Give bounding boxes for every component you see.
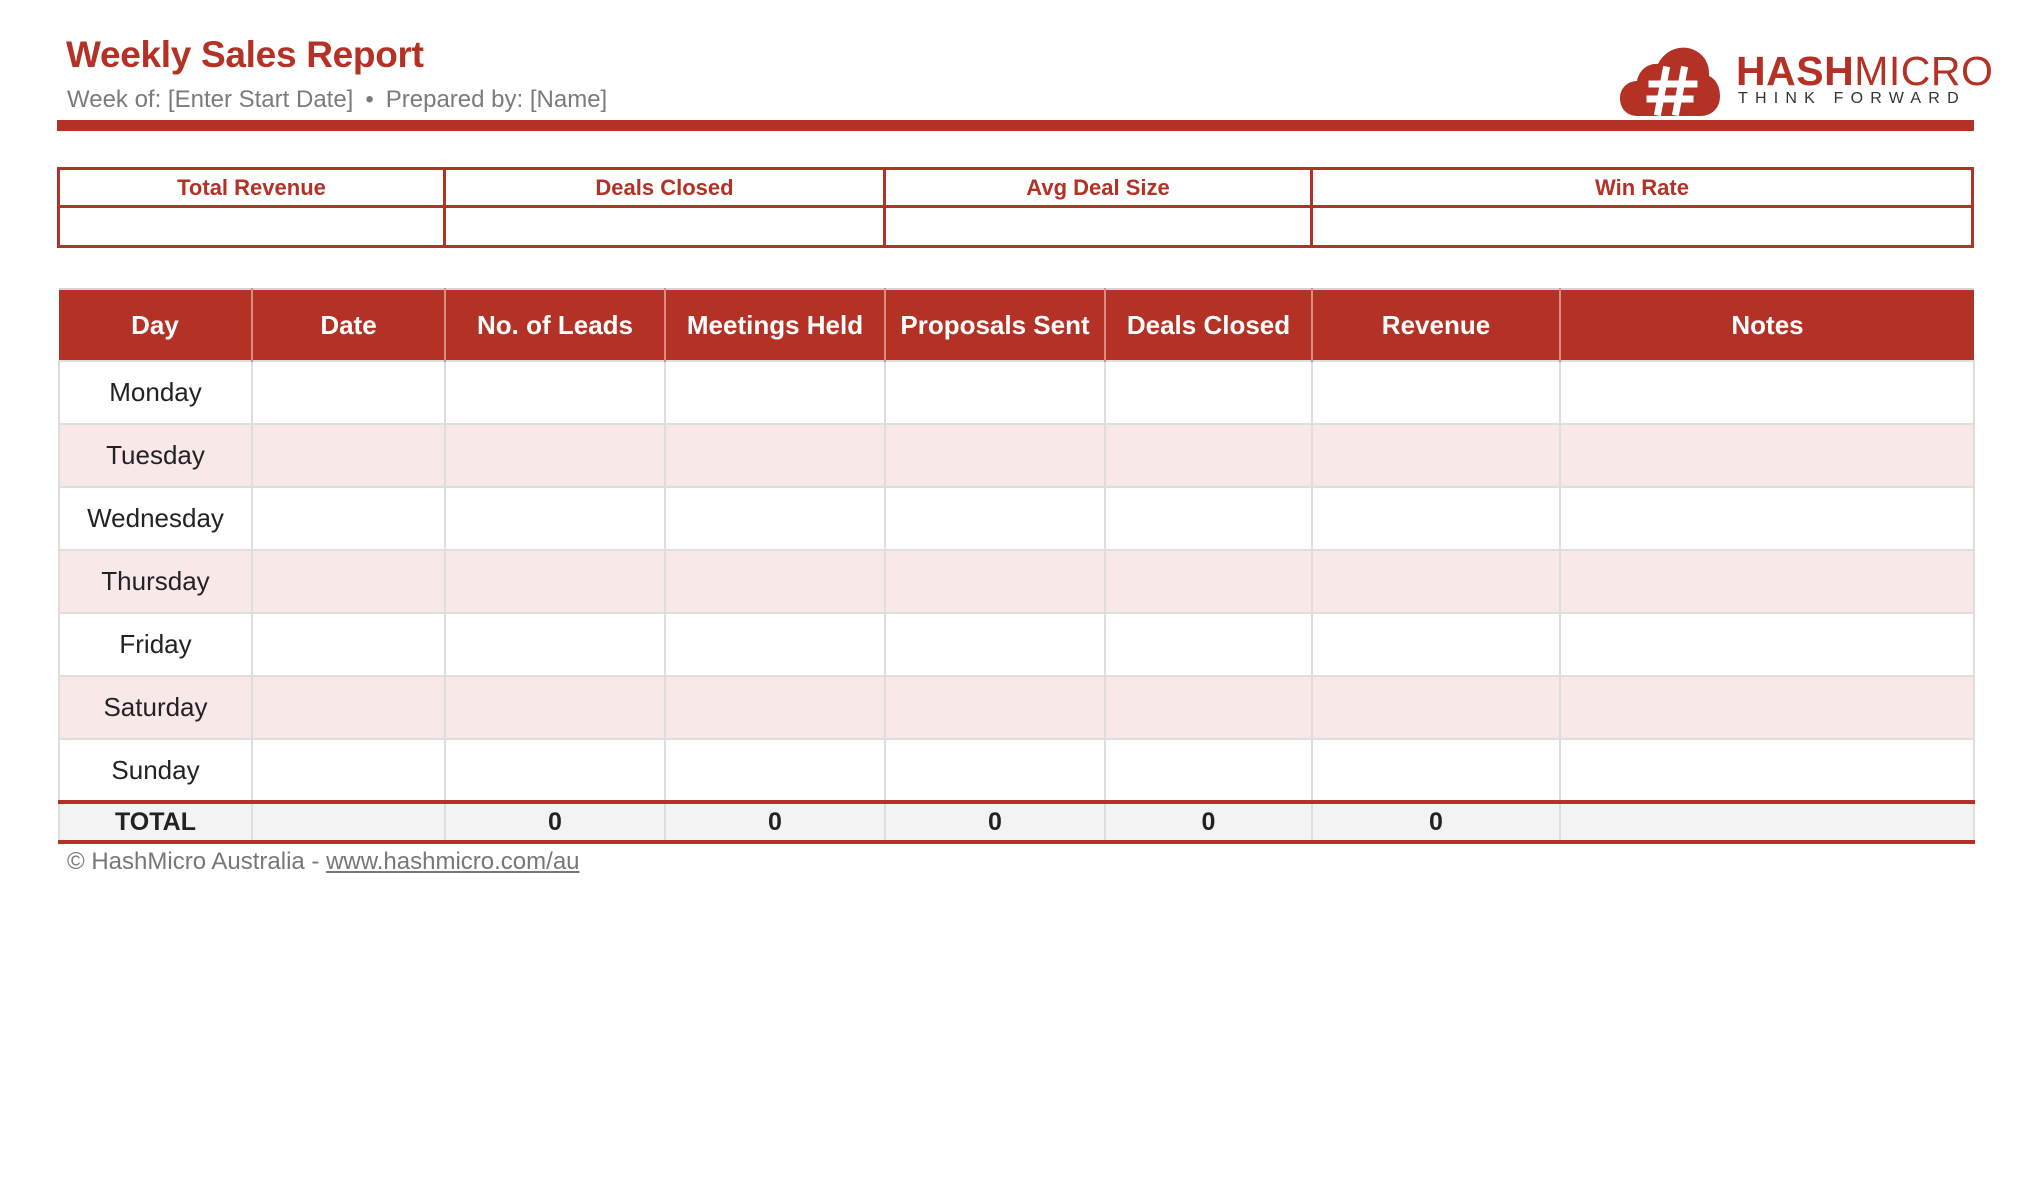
table-row xyxy=(59,424,1974,487)
revenue-cell[interactable] xyxy=(1312,550,1560,613)
notes-cell[interactable] xyxy=(1560,424,1974,487)
header-notes: Notes xyxy=(1560,289,1974,361)
notes-cell[interactable] xyxy=(1560,487,1974,550)
table-row xyxy=(59,739,1974,802)
revenue-cell[interactable] xyxy=(1312,424,1560,487)
logo-wordmark: HASHMICRO xyxy=(1736,48,1994,94)
date-cell[interactable] xyxy=(252,424,445,487)
kpi-label-avg-deal-size: Avg Deal Size xyxy=(886,170,1313,208)
table-row xyxy=(59,361,1974,424)
proposals-cell[interactable] xyxy=(885,487,1105,550)
header-proposals: Proposals Sent xyxy=(885,289,1105,361)
deals-cell[interactable] xyxy=(1105,613,1312,676)
weekly-sales-table xyxy=(58,288,1975,844)
proposals-cell[interactable] xyxy=(885,676,1105,739)
revenue-cell[interactable] xyxy=(1312,613,1560,676)
date-cell[interactable] xyxy=(252,487,445,550)
header-deals-closed: Deals Closed xyxy=(1105,289,1312,361)
meetings-cell[interactable] xyxy=(665,424,885,487)
notes-cell[interactable] xyxy=(1560,739,1974,802)
leads-cell[interactable] xyxy=(445,424,665,487)
proposals-cell[interactable] xyxy=(885,613,1105,676)
leads-cell[interactable] xyxy=(445,550,665,613)
table-row xyxy=(59,613,1974,676)
header-date: Date xyxy=(252,289,445,361)
day-cell: Monday xyxy=(59,361,252,424)
total-proposals: 0 xyxy=(885,802,1105,842)
proposals-cell[interactable] xyxy=(885,424,1105,487)
header-revenue: Revenue xyxy=(1312,289,1560,361)
meetings-cell[interactable] xyxy=(665,739,885,802)
separator-dot: • xyxy=(365,86,374,113)
revenue-cell[interactable] xyxy=(1312,487,1560,550)
leads-cell[interactable] xyxy=(445,487,665,550)
kpi-label-total-revenue: Total Revenue xyxy=(60,170,446,208)
meetings-cell[interactable] xyxy=(665,550,885,613)
meetings-cell[interactable] xyxy=(665,487,885,550)
revenue-cell[interactable] xyxy=(1312,361,1560,424)
kpi-value-deals-closed[interactable] xyxy=(446,208,886,245)
date-cell[interactable] xyxy=(252,550,445,613)
report-subtitle xyxy=(67,86,607,114)
table-row xyxy=(59,676,1974,739)
page-title: Weekly Sales Report xyxy=(66,34,424,75)
day-cell: Saturday xyxy=(59,676,252,739)
kpi-summary xyxy=(57,167,1974,248)
leads-cell[interactable] xyxy=(445,676,665,739)
date-cell[interactable] xyxy=(252,361,445,424)
total-row xyxy=(59,802,1974,842)
header-leads: No. of Leads xyxy=(445,289,665,361)
day-cell: Wednesday xyxy=(59,487,252,550)
deals-cell[interactable] xyxy=(1105,361,1312,424)
total-notes xyxy=(1560,802,1974,842)
revenue-cell[interactable] xyxy=(1312,676,1560,739)
day-cell: Tuesday xyxy=(59,424,252,487)
hashmicro-logo xyxy=(1620,46,1994,118)
deals-cell[interactable] xyxy=(1105,550,1312,613)
table-row xyxy=(59,487,1974,550)
table-row xyxy=(59,550,1974,613)
logo-tagline: THINK FORWARD xyxy=(1738,90,1966,107)
total-revenue: 0 xyxy=(1312,802,1560,842)
kpi-label-win-rate: Win Rate xyxy=(1313,170,1971,208)
kpi-value-total-revenue[interactable] xyxy=(60,208,446,245)
day-cell: Friday xyxy=(59,613,252,676)
footer-website-link[interactable]: www.hashmicro.com/au xyxy=(326,848,580,875)
footer-copyright: © HashMicro Australia - xyxy=(67,848,327,875)
notes-cell[interactable] xyxy=(1560,613,1974,676)
date-cell[interactable] xyxy=(252,676,445,739)
leads-cell[interactable] xyxy=(445,613,665,676)
date-cell[interactable] xyxy=(252,739,445,802)
meetings-cell[interactable] xyxy=(665,613,885,676)
table-header-row xyxy=(59,289,1974,361)
deals-cell[interactable] xyxy=(1105,676,1312,739)
day-cell: Sunday xyxy=(59,739,252,802)
hashmicro-cloud-hash-icon xyxy=(1620,46,1720,118)
date-cell[interactable] xyxy=(252,613,445,676)
proposals-cell[interactable] xyxy=(885,550,1105,613)
kpi-label-deals-closed: Deals Closed xyxy=(446,170,886,208)
sales-table-wrapper xyxy=(58,288,1973,844)
total-deals: 0 xyxy=(1105,802,1312,842)
total-meetings: 0 xyxy=(665,802,885,842)
total-label: TOTAL xyxy=(59,802,252,842)
deals-cell[interactable] xyxy=(1105,739,1312,802)
notes-cell[interactable] xyxy=(1560,550,1974,613)
total-date xyxy=(252,802,445,842)
header-day: Day xyxy=(59,289,252,361)
kpi-value-win-rate[interactable] xyxy=(1313,208,1971,245)
revenue-cell[interactable] xyxy=(1312,739,1560,802)
meetings-cell[interactable] xyxy=(665,676,885,739)
footer xyxy=(67,848,580,876)
day-cell: Thursday xyxy=(59,550,252,613)
meetings-cell[interactable] xyxy=(665,361,885,424)
header-rule xyxy=(57,120,1974,131)
prepared-by-field: Prepared by: [Name] xyxy=(385,86,608,113)
leads-cell[interactable] xyxy=(445,361,665,424)
total-leads: 0 xyxy=(445,802,665,842)
kpi-value-avg-deal-size[interactable] xyxy=(886,208,1313,245)
week-of-field: Week of: [Enter Start Date] xyxy=(67,86,354,113)
proposals-cell[interactable] xyxy=(885,361,1105,424)
notes-cell[interactable] xyxy=(1560,361,1974,424)
deals-cell[interactable] xyxy=(1105,424,1312,487)
notes-cell[interactable] xyxy=(1560,676,1974,739)
header-meetings: Meetings Held xyxy=(665,289,885,361)
leads-cell[interactable] xyxy=(445,739,665,802)
deals-cell[interactable] xyxy=(1105,487,1312,550)
proposals-cell[interactable] xyxy=(885,739,1105,802)
